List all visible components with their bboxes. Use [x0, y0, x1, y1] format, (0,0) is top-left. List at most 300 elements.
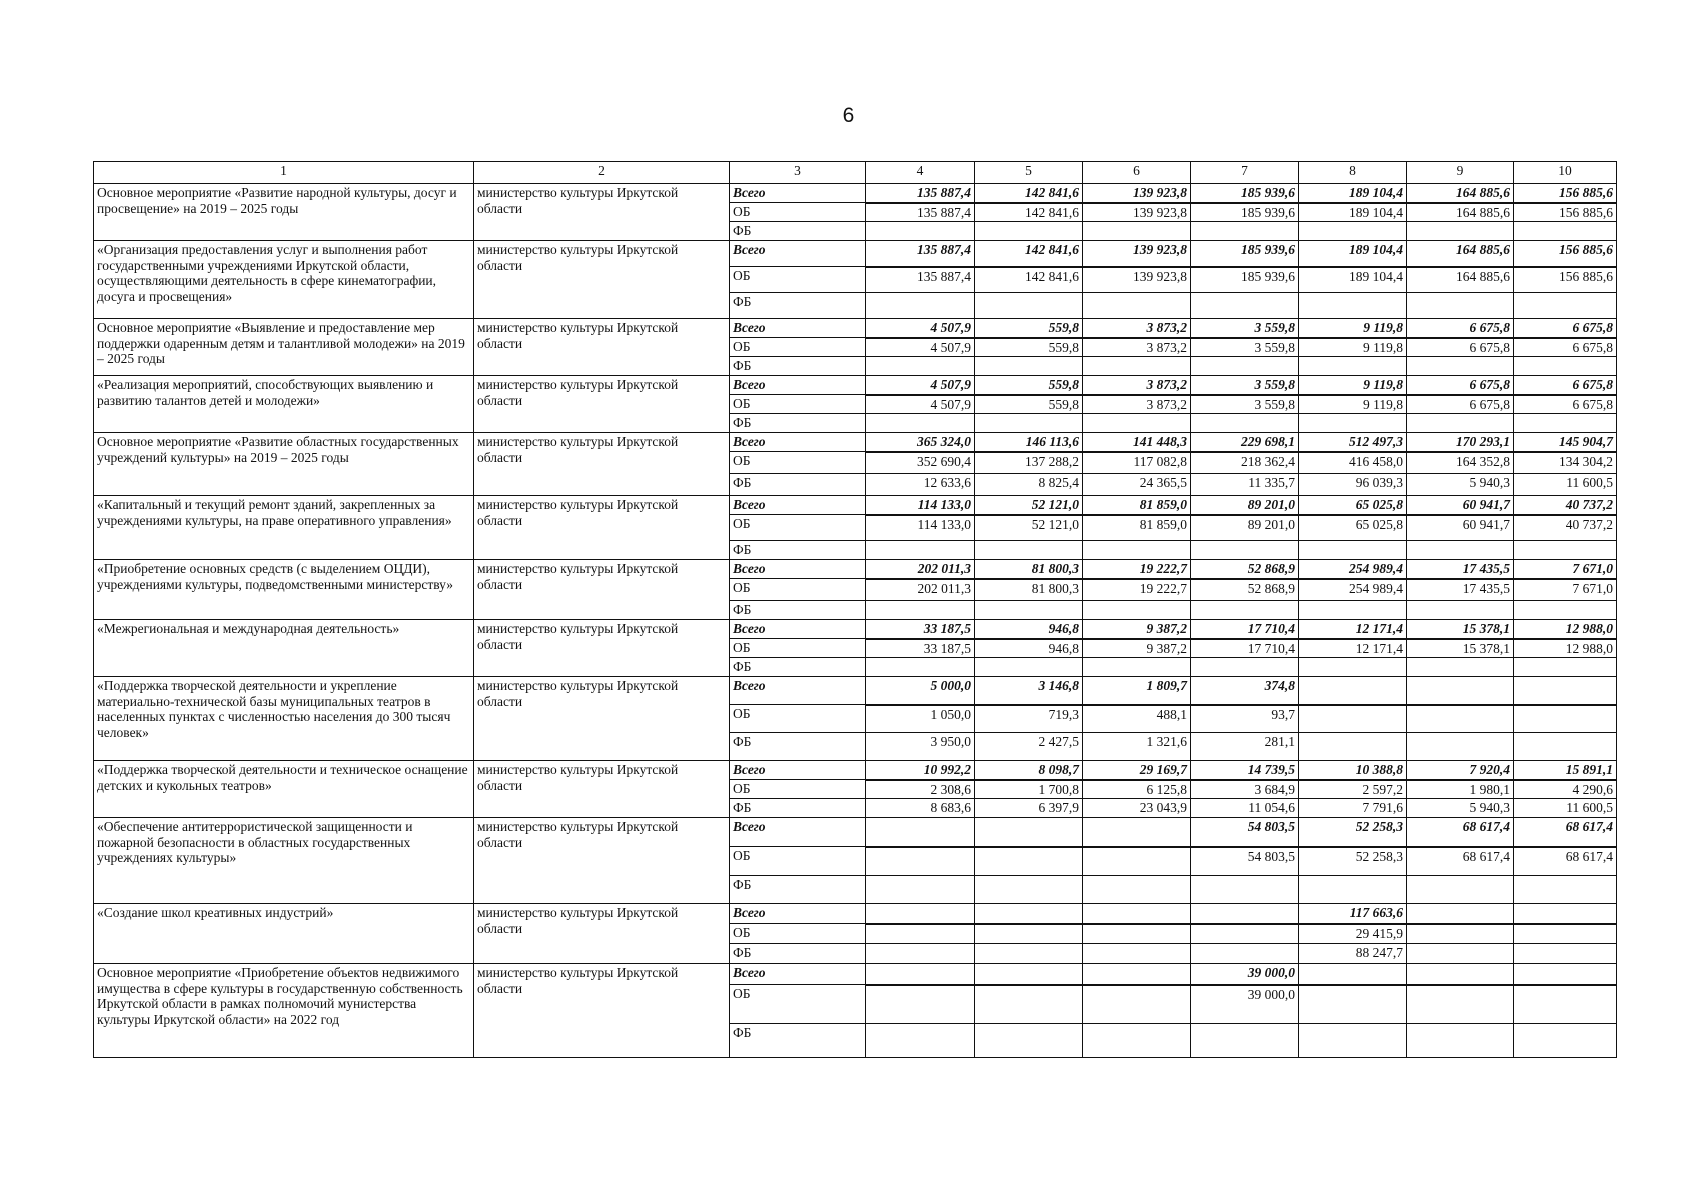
amount-cell: 5 000,0	[866, 677, 975, 705]
funding-source-cell: ОБ	[730, 395, 866, 414]
amount-cell: 719,3	[975, 705, 1083, 733]
amount-cell: 3 559,8	[1191, 338, 1299, 357]
funding-source-cell: Всего	[730, 496, 866, 515]
amount-cell: 142 841,6	[975, 267, 1083, 293]
amount-cell: 4 507,9	[866, 376, 975, 395]
program-name-cell: «Реализация мероприятий, способствующих выявлению и развитию талантов детей и молодежи»	[94, 376, 474, 433]
amount-cell: 189 104,4	[1299, 184, 1407, 203]
amount-cell: 15 378,1	[1407, 639, 1514, 658]
amount-cell	[866, 847, 975, 876]
amount-cell	[1083, 601, 1191, 620]
amount-cell	[1514, 985, 1617, 1024]
amount-cell: 81 800,3	[975, 560, 1083, 579]
funding-source-cell: Всего	[730, 620, 866, 639]
amount-cell: 156 885,6	[1514, 267, 1617, 293]
amount-cell	[1191, 601, 1299, 620]
amount-cell	[1514, 1024, 1617, 1058]
amount-cell: 54 803,5	[1191, 847, 1299, 876]
amount-cell: 156 885,6	[1514, 241, 1617, 267]
amount-cell	[1514, 924, 1617, 944]
amount-cell: 8 098,7	[975, 761, 1083, 780]
funding-source-cell: Всего	[730, 319, 866, 338]
amount-cell: 54 803,5	[1191, 818, 1299, 847]
amount-cell: 374,8	[1191, 677, 1299, 705]
amount-cell: 185 939,6	[1191, 267, 1299, 293]
amount-cell	[1299, 658, 1407, 677]
amount-cell: 89 201,0	[1191, 496, 1299, 515]
table-row	[94, 818, 1617, 847]
amount-cell: 2 308,6	[866, 780, 975, 799]
column-number-5: 5	[975, 162, 1083, 184]
funding-source-cell: ОБ	[730, 924, 866, 944]
amount-cell	[1407, 904, 1514, 924]
amount-cell: 488,1	[1083, 705, 1191, 733]
program-name-cell: «Поддержка творческой деятельности и укрепление материально-технической базы муниципальных театров в населенных пунктах с численностью населения до 300 тысяч человек»	[94, 677, 474, 761]
amount-cell	[1083, 1024, 1191, 1058]
amount-cell	[1299, 876, 1407, 904]
program-name-cell: Основное мероприятие «Приобретение объектов недвижимого имущества в сфере культуры в государственную собственность Иркутской области в рамках полномочий мунистерства культуры Иркутской области» на 2022 год	[94, 964, 474, 1058]
amount-cell: 135 887,4	[866, 203, 975, 222]
amount-cell	[1514, 904, 1617, 924]
amount-cell: 6 125,8	[1083, 780, 1191, 799]
funding-source-cell: ОБ	[730, 847, 866, 876]
amount-cell: 39 000,0	[1191, 985, 1299, 1024]
responsible-executor-cell: министерство культуры Иркутской области	[474, 433, 730, 496]
amount-cell	[975, 601, 1083, 620]
amount-cell: 65 025,8	[1299, 515, 1407, 541]
amount-cell	[1299, 733, 1407, 761]
amount-cell	[1299, 985, 1407, 1024]
amount-cell	[1191, 924, 1299, 944]
amount-cell	[1299, 541, 1407, 560]
amount-cell	[1299, 705, 1407, 733]
budget-table	[93, 161, 1617, 1058]
amount-cell: 15 891,1	[1514, 761, 1617, 780]
amount-cell: 93,7	[1191, 705, 1299, 733]
amount-cell: 4 507,9	[866, 319, 975, 338]
column-number-2: 2	[474, 162, 730, 184]
amount-cell: 6 675,8	[1407, 319, 1514, 338]
amount-cell: 52 121,0	[975, 515, 1083, 541]
amount-cell	[1299, 222, 1407, 241]
funding-source-cell: ОБ	[730, 639, 866, 658]
amount-cell: 60 941,7	[1407, 496, 1514, 515]
amount-cell	[1407, 357, 1514, 376]
amount-cell: 185 939,6	[1191, 184, 1299, 203]
amount-cell: 40 737,2	[1514, 515, 1617, 541]
amount-cell	[1083, 293, 1191, 319]
column-number-row	[94, 162, 1617, 184]
amount-cell: 135 887,4	[866, 241, 975, 267]
amount-cell	[1083, 541, 1191, 560]
table-row	[94, 620, 1617, 639]
amount-cell	[1191, 876, 1299, 904]
amount-cell	[975, 985, 1083, 1024]
funding-source-cell: Всего	[730, 560, 866, 579]
amount-cell: 559,8	[975, 319, 1083, 338]
amount-cell	[1191, 222, 1299, 241]
funding-source-cell: ОБ	[730, 579, 866, 601]
responsible-executor-cell: министерство культуры Иркутской области	[474, 560, 730, 620]
amount-cell: 6 397,9	[975, 799, 1083, 818]
amount-cell: 2 427,5	[975, 733, 1083, 761]
amount-cell	[975, 541, 1083, 560]
amount-cell	[866, 601, 975, 620]
table-row	[94, 964, 1617, 985]
amount-cell	[975, 293, 1083, 319]
funding-source-cell: ОБ	[730, 985, 866, 1024]
amount-cell: 185 939,6	[1191, 203, 1299, 222]
responsible-executor-cell: министерство культуры Иркутской области	[474, 677, 730, 761]
funding-source-cell: ОБ	[730, 515, 866, 541]
column-number-7: 7	[1191, 162, 1299, 184]
amount-cell: 135 887,4	[866, 267, 975, 293]
program-name-cell: «Создание школ креативных индустрий»	[94, 904, 474, 964]
amount-cell: 946,8	[975, 639, 1083, 658]
amount-cell: 33 187,5	[866, 620, 975, 639]
amount-cell: 156 885,6	[1514, 184, 1617, 203]
amount-cell: 254 989,4	[1299, 579, 1407, 601]
amount-cell	[1191, 658, 1299, 677]
amount-cell: 559,8	[975, 338, 1083, 357]
amount-cell: 3 873,2	[1083, 376, 1191, 395]
amount-cell: 218 362,4	[1191, 452, 1299, 474]
amount-cell: 559,8	[975, 376, 1083, 395]
table-row	[94, 761, 1617, 780]
amount-cell	[1407, 944, 1514, 964]
amount-cell	[1191, 944, 1299, 964]
funding-source-cell: Всего	[730, 376, 866, 395]
table-row	[94, 241, 1617, 267]
column-number-4: 4	[866, 162, 975, 184]
amount-cell: 164 885,6	[1407, 203, 1514, 222]
funding-source-cell: Всего	[730, 677, 866, 705]
amount-cell: 29 415,9	[1299, 924, 1407, 944]
amount-cell: 6 675,8	[1514, 376, 1617, 395]
amount-cell: 10 388,8	[1299, 761, 1407, 780]
amount-cell: 365 324,0	[866, 433, 975, 452]
amount-cell: 23 043,9	[1083, 799, 1191, 818]
amount-cell	[1083, 944, 1191, 964]
amount-cell: 11 335,7	[1191, 474, 1299, 496]
amount-cell: 5 940,3	[1407, 474, 1514, 496]
amount-cell: 142 841,6	[975, 184, 1083, 203]
amount-cell	[1083, 924, 1191, 944]
table-row	[94, 433, 1617, 452]
amount-cell: 3 146,8	[975, 677, 1083, 705]
amount-cell: 281,1	[1191, 733, 1299, 761]
table-row	[94, 560, 1617, 579]
amount-cell	[1514, 677, 1617, 705]
amount-cell: 8 683,6	[866, 799, 975, 818]
amount-cell: 29 169,7	[1083, 761, 1191, 780]
funding-source-cell: ФБ	[730, 601, 866, 620]
table-row	[94, 677, 1617, 705]
amount-cell: 11 054,6	[1191, 799, 1299, 818]
amount-cell	[975, 964, 1083, 985]
amount-cell: 139 923,8	[1083, 267, 1191, 293]
amount-cell: 9 387,2	[1083, 620, 1191, 639]
amount-cell: 9 119,8	[1299, 395, 1407, 414]
amount-cell: 229 698,1	[1191, 433, 1299, 452]
amount-cell	[866, 414, 975, 433]
amount-cell	[1407, 677, 1514, 705]
amount-cell: 139 923,8	[1083, 241, 1191, 267]
column-number-9: 9	[1407, 162, 1514, 184]
amount-cell	[1407, 1024, 1514, 1058]
amount-cell: 12 171,4	[1299, 639, 1407, 658]
amount-cell: 11 600,5	[1514, 799, 1617, 818]
amount-cell: 10 992,2	[866, 761, 975, 780]
amount-cell	[1514, 357, 1617, 376]
amount-cell: 19 222,7	[1083, 579, 1191, 601]
funding-source-cell: ФБ	[730, 474, 866, 496]
amount-cell	[1407, 293, 1514, 319]
amount-cell	[1407, 924, 1514, 944]
funding-source-cell: Всего	[730, 761, 866, 780]
amount-cell	[1407, 733, 1514, 761]
amount-cell	[1299, 677, 1407, 705]
amount-cell	[1083, 658, 1191, 677]
amount-cell: 3 873,2	[1083, 395, 1191, 414]
responsible-executor-cell: министерство культуры Иркутской области	[474, 818, 730, 904]
responsible-executor-cell: министерство культуры Иркутской области	[474, 761, 730, 818]
amount-cell: 145 904,7	[1514, 433, 1617, 452]
amount-cell: 52 121,0	[975, 496, 1083, 515]
amount-cell	[1514, 293, 1617, 319]
funding-source-cell: Всего	[730, 964, 866, 985]
amount-cell: 9 387,2	[1083, 639, 1191, 658]
amount-cell: 9 119,8	[1299, 338, 1407, 357]
funding-source-cell: Всего	[730, 904, 866, 924]
amount-cell	[1083, 876, 1191, 904]
amount-cell	[975, 904, 1083, 924]
amount-cell: 164 352,8	[1407, 452, 1514, 474]
amount-cell: 24 365,5	[1083, 474, 1191, 496]
amount-cell	[975, 1024, 1083, 1058]
amount-cell: 3 950,0	[866, 733, 975, 761]
amount-cell: 9 119,8	[1299, 376, 1407, 395]
amount-cell: 52 258,3	[1299, 847, 1407, 876]
amount-cell	[1407, 601, 1514, 620]
amount-cell	[1191, 1024, 1299, 1058]
amount-cell	[1514, 541, 1617, 560]
amount-cell	[1407, 964, 1514, 985]
amount-cell: 141 448,3	[1083, 433, 1191, 452]
amount-cell	[1514, 964, 1617, 985]
amount-cell	[1299, 964, 1407, 985]
amount-cell: 254 989,4	[1299, 560, 1407, 579]
funding-source-cell: ОБ	[730, 267, 866, 293]
amount-cell: 3 873,2	[1083, 338, 1191, 357]
amount-cell: 142 841,6	[975, 203, 1083, 222]
amount-cell: 40 737,2	[1514, 496, 1617, 515]
amount-cell: 512 497,3	[1299, 433, 1407, 452]
funding-source-cell: Всего	[730, 818, 866, 847]
amount-cell: 4 507,9	[866, 395, 975, 414]
program-name-cell: Основное мероприятие «Развитие народной культуры, досуг и просвещение» на 2019 – 2025 годы	[94, 184, 474, 241]
amount-cell: 96 039,3	[1299, 474, 1407, 496]
amount-cell	[1514, 222, 1617, 241]
amount-cell: 1 700,8	[975, 780, 1083, 799]
amount-cell	[866, 357, 975, 376]
amount-cell	[1083, 904, 1191, 924]
amount-cell: 81 859,0	[1083, 496, 1191, 515]
amount-cell	[866, 944, 975, 964]
amount-cell	[1083, 357, 1191, 376]
amount-cell: 17 710,4	[1191, 620, 1299, 639]
amount-cell	[1514, 658, 1617, 677]
column-number-1: 1	[94, 162, 474, 184]
amount-cell	[866, 924, 975, 944]
amount-cell: 135 887,4	[866, 184, 975, 203]
funding-source-cell: ФБ	[730, 944, 866, 964]
amount-cell: 134 304,2	[1514, 452, 1617, 474]
amount-cell	[866, 964, 975, 985]
amount-cell: 189 104,4	[1299, 267, 1407, 293]
amount-cell: 12 988,0	[1514, 639, 1617, 658]
amount-cell	[1191, 541, 1299, 560]
responsible-executor-cell: министерство культуры Иркутской области	[474, 319, 730, 376]
amount-cell: 33 187,5	[866, 639, 975, 658]
amount-cell	[1514, 944, 1617, 964]
amount-cell: 3 559,8	[1191, 319, 1299, 338]
amount-cell: 3 873,2	[1083, 319, 1191, 338]
program-name-cell: «Поддержка творческой деятельности и техническое оснащение детских и кукольных театров»	[94, 761, 474, 818]
amount-cell: 156 885,6	[1514, 203, 1617, 222]
amount-cell: 9 119,8	[1299, 319, 1407, 338]
amount-cell	[975, 847, 1083, 876]
amount-cell: 6 675,8	[1407, 338, 1514, 357]
column-number-3: 3	[730, 162, 866, 184]
amount-cell	[1299, 357, 1407, 376]
funding-source-cell: ФБ	[730, 658, 866, 677]
funding-source-cell: Всего	[730, 433, 866, 452]
amount-cell: 2 597,2	[1299, 780, 1407, 799]
amount-cell: 6 675,8	[1514, 338, 1617, 357]
amount-cell	[866, 985, 975, 1024]
program-name-cell: Основное мероприятие «Выявление и предоставление мер поддержки одаренным детям и талантливой молодежи» на 2019 – 2025 годы	[94, 319, 474, 376]
funding-source-cell: ФБ	[730, 799, 866, 818]
amount-cell: 559,8	[975, 395, 1083, 414]
amount-cell	[1083, 222, 1191, 241]
funding-source-cell: ФБ	[730, 293, 866, 319]
amount-cell	[1299, 601, 1407, 620]
amount-cell: 7 671,0	[1514, 579, 1617, 601]
funding-source-cell: ФБ	[730, 541, 866, 560]
table-row	[94, 376, 1617, 395]
funding-source-cell: ОБ	[730, 452, 866, 474]
amount-cell	[866, 876, 975, 904]
amount-cell	[1407, 541, 1514, 560]
amount-cell	[975, 818, 1083, 847]
amount-cell	[975, 924, 1083, 944]
amount-cell: 81 800,3	[975, 579, 1083, 601]
amount-cell	[1191, 357, 1299, 376]
amount-cell: 164 885,6	[1407, 267, 1514, 293]
table-row	[94, 184, 1617, 203]
amount-cell: 114 133,0	[866, 496, 975, 515]
table-row	[94, 904, 1617, 924]
amount-cell	[1407, 222, 1514, 241]
amount-cell	[866, 293, 975, 319]
amount-cell	[1407, 414, 1514, 433]
amount-cell: 202 011,3	[866, 560, 975, 579]
amount-cell: 117 663,6	[1299, 904, 1407, 924]
amount-cell	[975, 658, 1083, 677]
amount-cell	[1514, 705, 1617, 733]
amount-cell	[1083, 985, 1191, 1024]
amount-cell: 65 025,8	[1299, 496, 1407, 515]
amount-cell: 89 201,0	[1191, 515, 1299, 541]
table-row	[94, 319, 1617, 338]
amount-cell	[1407, 658, 1514, 677]
amount-cell: 137 288,2	[975, 452, 1083, 474]
amount-cell: 6 675,8	[1407, 395, 1514, 414]
program-name-cell: «Капитальный и текущий ремонт зданий, закрепленных за учреждениями культуры, на праве оперативного управления»	[94, 496, 474, 560]
amount-cell	[975, 876, 1083, 904]
amount-cell: 17 435,5	[1407, 560, 1514, 579]
amount-cell	[866, 818, 975, 847]
amount-cell: 52 258,3	[1299, 818, 1407, 847]
amount-cell: 14 739,5	[1191, 761, 1299, 780]
amount-cell: 52 868,9	[1191, 579, 1299, 601]
program-name-cell: «Обеспечение антитеррористической защищенности и пожарной безопасности в областных государственных учреждениях культуры»	[94, 818, 474, 904]
amount-cell	[866, 541, 975, 560]
amount-cell: 12 171,4	[1299, 620, 1407, 639]
amount-cell	[866, 1024, 975, 1058]
amount-cell: 68 617,4	[1514, 818, 1617, 847]
amount-cell: 1 980,1	[1407, 780, 1514, 799]
funding-source-cell: ФБ	[730, 733, 866, 761]
column-number-10: 10	[1514, 162, 1617, 184]
amount-cell	[866, 904, 975, 924]
amount-cell: 60 941,7	[1407, 515, 1514, 541]
funding-source-cell: ФБ	[730, 1024, 866, 1058]
responsible-executor-cell: министерство культуры Иркутской области	[474, 184, 730, 241]
funding-source-cell: ФБ	[730, 414, 866, 433]
amount-cell	[1083, 414, 1191, 433]
amount-cell: 946,8	[975, 620, 1083, 639]
program-name-cell: «Приобретение основных средств (с выделением ОЦДИ), учреждениями культуры, подведомственными министерству»	[94, 560, 474, 620]
column-number-6: 6	[1083, 162, 1191, 184]
amount-cell	[1191, 293, 1299, 319]
amount-cell	[1191, 904, 1299, 924]
amount-cell: 88 247,7	[1299, 944, 1407, 964]
amount-cell: 12 633,6	[866, 474, 975, 496]
amount-cell: 189 104,4	[1299, 203, 1407, 222]
amount-cell	[1299, 414, 1407, 433]
amount-cell: 17 435,5	[1407, 579, 1514, 601]
program-name-cell: «Организация предоставления услуг и выполнения работ государственными учреждениями Иркутской области, осуществляющими деятельность в сфере кинематографии, досуга и просвещения»	[94, 241, 474, 319]
table-body	[94, 184, 1617, 1058]
amount-cell: 185 939,6	[1191, 241, 1299, 267]
amount-cell: 7 791,6	[1299, 799, 1407, 818]
funding-source-cell: ОБ	[730, 203, 866, 222]
amount-cell: 19 222,7	[1083, 560, 1191, 579]
amount-cell: 170 293,1	[1407, 433, 1514, 452]
amount-cell: 12 988,0	[1514, 620, 1617, 639]
amount-cell: 352 690,4	[866, 452, 975, 474]
amount-cell: 15 378,1	[1407, 620, 1514, 639]
amount-cell	[1083, 964, 1191, 985]
amount-cell: 3 559,8	[1191, 395, 1299, 414]
amount-cell: 117 082,8	[1083, 452, 1191, 474]
amount-cell	[1299, 1024, 1407, 1058]
amount-cell: 3 684,9	[1191, 780, 1299, 799]
amount-cell: 4 290,6	[1514, 780, 1617, 799]
amount-cell	[975, 222, 1083, 241]
